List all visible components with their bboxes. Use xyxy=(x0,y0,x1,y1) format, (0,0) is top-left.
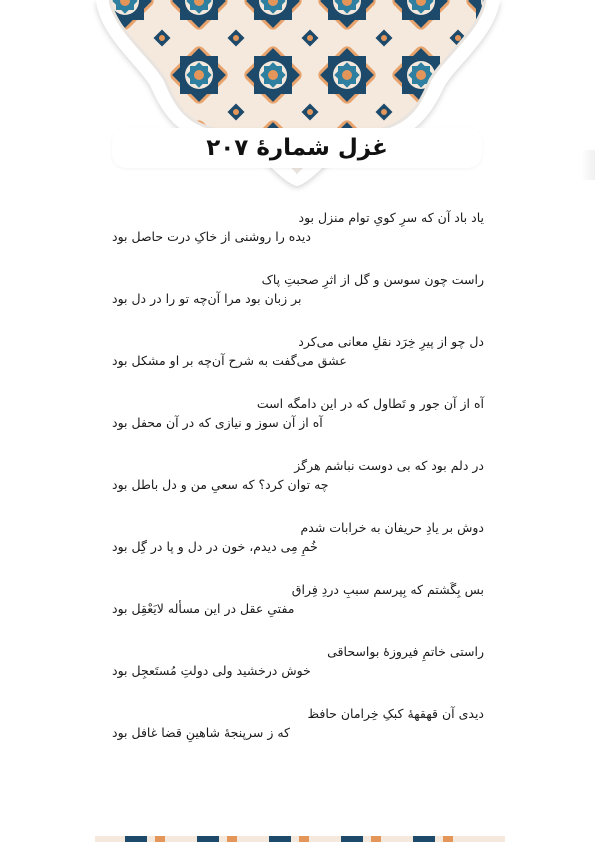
hemistich-5b: چه توان کرد؟ که سعیِ من و دل باطل بود xyxy=(112,477,329,492)
hemistich-8b: خوش درخشید ولی دولتِ مُستَعجِل بود xyxy=(112,663,311,678)
bayt-3 xyxy=(112,332,484,394)
bayt-9 xyxy=(112,704,484,766)
hemistich-4a: آه از آن جور و تَطاول که در این دامگه است xyxy=(256,396,484,411)
hemistich-8a: راستی خاتمِ فیروزهٔ بواسحاقی xyxy=(327,644,484,659)
hemistich-9a: دیدی آن قهقههٔ کبکِ خِرامان حافظ xyxy=(307,706,484,721)
bayt-1 xyxy=(112,208,484,270)
page-edge-shadow xyxy=(581,150,595,180)
hemistich-3a: دل چو از پیرِ خِرَد نقلِ معانی می‌کرد xyxy=(298,334,484,349)
hemistich-6b: خُمِ مِی دیدم، خون در دل و پا در گِل بود xyxy=(112,539,318,554)
hemistich-7b: مفتیِ عقل در این مسأله لایَعْقِل بود xyxy=(112,601,295,616)
page-title: غزل شمارهٔ ۲۰۷ xyxy=(206,135,388,161)
hemistich-7a: بس بِگَشتم که بِپرسم سببِ دردِ فِراق xyxy=(291,582,484,597)
hemistich-2a: راست چون سوسن و گل از اثرِ صحبتِ پاک xyxy=(261,272,484,287)
hemistich-2b: بر زبان بود مرا آن‌چه تو را در دل بود xyxy=(112,291,302,306)
decorative-tile-footer xyxy=(95,836,505,842)
bayt-5 xyxy=(112,456,484,518)
decorative-tile-header xyxy=(0,0,595,200)
hemistich-1a: یاد باد آن که سرِ کویِ توام منزل بود xyxy=(298,210,484,225)
hemistich-1b: دیده را روشنی از خاکِ درت حاصل بود xyxy=(112,229,311,244)
bayt-4 xyxy=(112,394,484,456)
hemistich-9b: که ز سرپنجهٔ شاهینِ قضا غافل بود xyxy=(112,725,290,740)
bayt-6 xyxy=(112,518,484,580)
poem xyxy=(112,208,484,766)
hemistich-5a: در دلم بود که بی دوست نباشم هرگز xyxy=(294,458,484,473)
bayt-2 xyxy=(112,270,484,332)
hemistich-3b: عشق می‌گفت به شرح آن‌چه بر او مشکل بود xyxy=(112,353,347,368)
hemistich-4b: آه از آن سوز و نیازی که در آن محفل بود xyxy=(112,415,323,430)
bayt-7 xyxy=(112,580,484,642)
hemistich-6a: دوش بر یادِ حریفان به خرابات شدم xyxy=(300,520,484,535)
bayt-8 xyxy=(112,642,484,704)
